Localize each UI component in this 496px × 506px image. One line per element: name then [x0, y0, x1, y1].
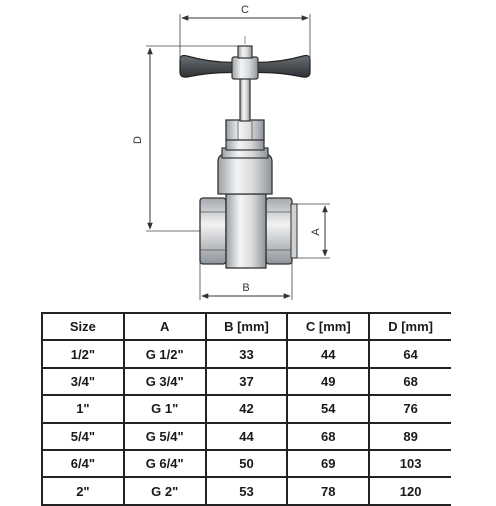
cell-b: 53 [206, 477, 288, 504]
header-size: Size [42, 313, 124, 340]
cell-a: G 1" [124, 395, 206, 422]
cell-d: 64 [369, 340, 451, 367]
cell-b: 33 [206, 340, 288, 367]
cell-d: 120 [369, 477, 451, 504]
cell-size: 6/4" [42, 450, 124, 477]
valve-body [200, 194, 297, 268]
handwheel [180, 46, 310, 79]
cell-d: 103 [369, 450, 451, 477]
table-header-row [42, 313, 451, 340]
header-b: B [mm] [206, 313, 288, 340]
cell-b: 50 [206, 450, 288, 477]
cell-size: 2" [42, 477, 124, 504]
valve-bonnet [218, 139, 272, 194]
cell-a: G 1/2" [124, 340, 206, 367]
cell-c: 54 [287, 395, 369, 422]
table-row [42, 450, 451, 477]
cell-c: 69 [287, 450, 369, 477]
cell-c: 78 [287, 477, 369, 504]
dimension-d-label: D [132, 136, 144, 144]
cell-b: 42 [206, 395, 288, 422]
table-row [42, 477, 451, 504]
cell-b: 44 [206, 423, 288, 450]
cell-size: 3/4" [42, 368, 124, 395]
header-a: A [124, 313, 206, 340]
cell-size: 1" [42, 395, 124, 422]
cell-c: 44 [287, 340, 369, 367]
valve-stem [240, 78, 250, 121]
dimension-b-label: B [242, 282, 250, 294]
table-row [42, 340, 451, 367]
cell-c: 68 [287, 423, 369, 450]
dimension-a-label: A [310, 228, 322, 236]
dimensions-table [41, 312, 451, 506]
cell-c: 49 [287, 368, 369, 395]
cell-a: G 2" [124, 477, 206, 504]
cell-size: 1/2" [42, 340, 124, 367]
table-row [42, 423, 451, 450]
cell-a: G 3/4" [124, 368, 206, 395]
cell-d: 68 [369, 368, 451, 395]
header-c: C [mm] [287, 313, 369, 340]
dimension-c-label: C [241, 4, 249, 16]
gland-nut [226, 120, 264, 140]
cell-size: 5/4" [42, 423, 124, 450]
header-d: D [mm] [369, 313, 451, 340]
cell-d: 89 [369, 423, 451, 450]
cell-d: 76 [369, 395, 451, 422]
cell-b: 37 [206, 368, 288, 395]
table-row [42, 368, 451, 395]
cell-a: G 6/4" [124, 450, 206, 477]
cell-a: G 5/4" [124, 423, 206, 450]
table-row [42, 395, 451, 422]
